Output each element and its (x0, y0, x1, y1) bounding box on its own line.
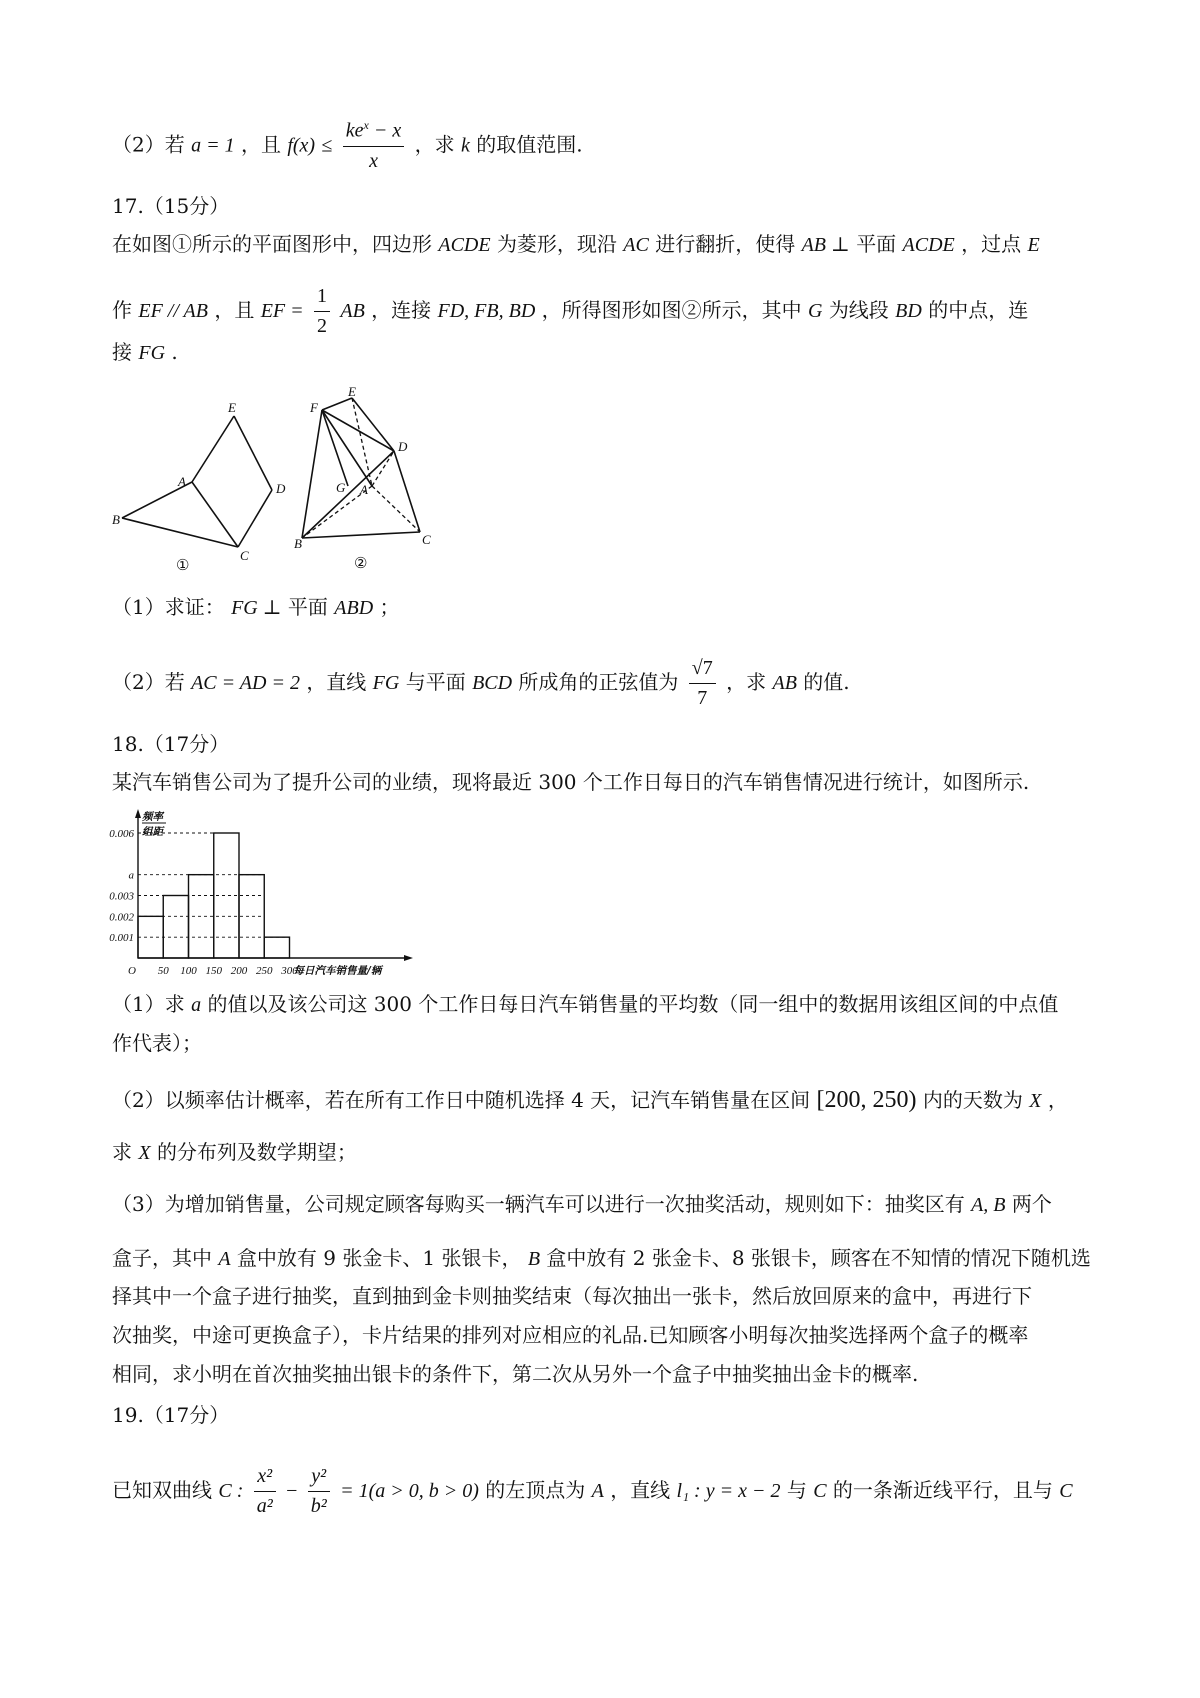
q17-p2-frac-num: √7 (689, 656, 716, 684)
fig1-label-d: D (276, 481, 286, 496)
q17-l1-m5: AB ⊥ (801, 234, 850, 256)
q17-l3-c: . (171, 340, 178, 364)
q17-heading: 17.（15分） (112, 194, 230, 218)
fig1-label-b: B (112, 512, 120, 527)
q17-l2-i: G (808, 300, 823, 322)
q18-part2-line2 (112, 1142, 357, 1163)
q18-p2-e: ， (1047, 1088, 1068, 1112)
q19-heading: 19.（17分） (112, 1403, 230, 1427)
x-tick-label: 200 (230, 965, 248, 977)
q17-l3-a: 接 (112, 340, 132, 364)
q18-p2-c: 内的天数为 (922, 1088, 1023, 1112)
x-axis-label: 每日汽车销售量/辆 (293, 965, 382, 977)
histogram-bar (163, 896, 188, 959)
q18-p3-ab: A, B (971, 1194, 1006, 1216)
q17-line2 (112, 284, 1028, 339)
q17-p2-j: 的值. (803, 670, 850, 694)
q17-line1 (112, 234, 1040, 255)
q18-part1-line1 (112, 994, 1058, 1015)
q19-j: 的一条渐近线平行，且与 (832, 1478, 1053, 1502)
q19-minus: − (286, 1480, 298, 1502)
q19-f2-num: y² (308, 1464, 330, 1492)
q19-f: ，直线 (610, 1478, 671, 1502)
q17-line3 (112, 342, 178, 363)
q16-part2-line (112, 118, 583, 174)
q18-p2-interval: [200, 250) (816, 1087, 917, 1113)
fig2-label-e: E (348, 384, 356, 399)
y-tick-label: 0.003 (109, 890, 134, 903)
q18-intro: 某汽车销售公司为了提升公司的业绩，现将最近 300 个工作日每日的汽车销售情况进行统计，如图所示. (112, 770, 1030, 794)
q17-p2-h: ，求 (726, 670, 767, 694)
q17-p1-a: （1）求证： (112, 595, 225, 619)
q17-l2-frac-den: 2 (317, 315, 327, 337)
q16-function-f: f(x) (287, 134, 316, 157)
q19-f1-num: x² (254, 1464, 276, 1492)
q17-l2-a: 作 (112, 298, 132, 322)
q19-f1-den: a² (256, 1495, 273, 1517)
q17-l2-l: 的中点，连 (928, 298, 1029, 322)
figure-1-planar-rhombus (112, 398, 302, 573)
q16-frac-tail: − x (368, 119, 402, 142)
fig2-label-c: C (422, 532, 431, 547)
y-tick-label: a (128, 869, 134, 882)
q17-l2-c: ，且 (214, 298, 255, 322)
q17-p2-b: AC = AD = 2 (191, 672, 300, 694)
fig2-label-b: B (294, 536, 302, 551)
q17-l2-f: ，连接 (371, 298, 432, 322)
q17-p2-frac-den: 7 (697, 687, 708, 709)
y-axis-label-top: 频率 (142, 811, 163, 823)
q19-line1 (112, 1464, 1073, 1519)
q16-text-mid: ，且 (240, 132, 281, 157)
q18-p3-l2-d: B (527, 1248, 541, 1270)
q16-frac-sup: x (363, 118, 369, 132)
q16-text-end: 的取值范围. (476, 132, 583, 157)
q17-l1-t4: 进行翻折，使得 (655, 232, 796, 256)
q19-frac2 (308, 1464, 330, 1519)
q17-l2-frac-num: 1 (314, 284, 330, 312)
q18-p2-h: 的分布列及数学期望； (156, 1140, 357, 1164)
fig1-label-a: A (178, 474, 186, 489)
q18-p3-l2-e: 盒中放有 2 张金卡、8 张银卡，顾客在不知情的情况下随机选 (546, 1246, 1091, 1270)
x-tick-label: 50 (157, 965, 169, 977)
q18-p3-l2-a: 盒子，其中 (112, 1246, 212, 1270)
x-tick-label: 150 (205, 965, 222, 977)
x-tick-label: 300 (281, 965, 298, 977)
q16-frac-num: ke (345, 119, 364, 142)
fig1-label-c: C (240, 548, 249, 563)
q18-p2-f: 求 (112, 1140, 132, 1164)
q17-l2-e: AB (340, 300, 365, 322)
q19-i: C (813, 1480, 827, 1502)
q17-p2-f: BCD (472, 672, 513, 694)
q17-p2-c: ，直线 (306, 670, 367, 694)
q18-heading: 18.（17分） (112, 732, 230, 756)
fig2-caption: ② (354, 556, 368, 572)
y-tick-label: 0.002 (109, 911, 134, 924)
q17-l1-t8: ，过点 (961, 232, 1022, 256)
histogram-bar (264, 937, 289, 958)
q19-g: l₁ : y = x − 2 (676, 1480, 781, 1502)
q19-h: 与 (786, 1478, 807, 1502)
x-tick-label: 250 (256, 965, 273, 977)
q17-part1 (112, 597, 400, 618)
q17-part2 (112, 656, 850, 711)
q17-l1-t6: 平面 (856, 232, 897, 256)
x-tick-label: 100 (180, 965, 197, 977)
q19-c: = 1(a > 0, b > 0) (340, 1480, 479, 1502)
fig1-caption: ① (176, 558, 190, 574)
q17-p1-b: FG ⊥ (231, 597, 282, 619)
q18-part3-line3: 择其中一个盒子进行抽奖，直到抽到金卡则抽奖结束（每次抽出一张卡，然后放回原来的盒中，再进行下 (112, 1284, 1032, 1308)
q18-part3-line5: 相同，求小明在首次抽奖抽出银卡的条件下，第二次从另外一个盒子中抽奖抽出金卡的概率. (112, 1362, 919, 1386)
q18-part3-line2 (112, 1248, 1091, 1269)
q16-text-end-pre: ，求 (414, 132, 455, 157)
q17-l1-m1: ACDE (438, 234, 491, 256)
q19-e: A (591, 1480, 604, 1502)
q19-k: C (1059, 1480, 1073, 1502)
q17-p2-i: AB (772, 672, 797, 694)
q18-part3-line1 (112, 1194, 1052, 1215)
q17-l2-j: 为线段 (828, 298, 889, 322)
q18-p3-a: （3）为增加销售量，公司规定顾客每购买一辆汽车可以进行一次抽奖活动，规则如下：抽奖区有 (112, 1192, 965, 1216)
y-axis-arrow (135, 809, 141, 818)
q19-b: C : (218, 1480, 244, 1502)
q18-p2-x: X (1029, 1090, 1042, 1112)
q18-part3-line4: 次抽奖，中途可更换盒子），卡片结果的排列对应相应的礼品.已知顾客小明每次抽奖选择两个盒子的概率 (112, 1323, 1029, 1347)
fig2-label-a: A (360, 482, 368, 497)
q17-p1-c: 平面 (287, 595, 328, 619)
y-tick-label: 0.001 (109, 932, 134, 945)
q17-l2-b: EF // AB (138, 300, 208, 322)
q17-p2-d: FG (372, 672, 400, 694)
q19-f2-den: b² (310, 1495, 327, 1517)
q17-l1-t2: 为菱形，现沿 (496, 232, 617, 256)
fig2-label-g: G (336, 480, 346, 495)
q17-p1-e: ； (379, 595, 400, 619)
q17-l2-d: EF = (260, 300, 304, 322)
q16-condition-a: a = 1 (191, 134, 235, 157)
q19-frac1 (254, 1464, 276, 1519)
q17-p2-g: 所成角的正弦值为 (518, 670, 679, 694)
y-tick-label: 0.006 (109, 828, 134, 840)
q18-p1-a: （1）求 (112, 992, 185, 1016)
figure-2-folded-solid (294, 384, 470, 573)
fig2-label-f: F (310, 400, 318, 415)
q18-part1-line2: 作代表）； (112, 1031, 202, 1055)
q17-l1-m7: ACDE (902, 234, 955, 256)
fig1-label-e: E (228, 400, 236, 415)
q18-p1-c: 的值以及该公司这 300 个工作日每日汽车销售量的平均数（同一组中的数据用该组区间的中点值 (207, 992, 1059, 1016)
q18-p3-l2-c: 盒中放有 9 张金卡、1 张银卡， (236, 1246, 522, 1270)
q17-l2-g: FD, FB, BD (437, 300, 536, 322)
q16-var-k: k (460, 134, 470, 157)
q18-p1-b: a (191, 994, 202, 1016)
q17-p2-a: （2）若 (112, 670, 185, 694)
q17-l2-h: ，所得图形如图②所示，其中 (541, 298, 802, 322)
q17-l3-b: FG (138, 342, 166, 364)
q18-p2-a: （2）以频率估计概率，若在所有工作日中随机选择 4 天，记汽车销售量在区间 (112, 1088, 811, 1112)
q16-part2-number: （2）若 (112, 132, 185, 157)
q17-l1-t0: 在如图①所示的平面图形中，四边形 (112, 232, 432, 256)
q17-p2-e: 与平面 (405, 670, 466, 694)
frequency-histogram (108, 806, 448, 986)
q19-a: 已知双曲线 (112, 1478, 212, 1502)
q17-p2-fraction (689, 656, 716, 711)
origin-label: O (128, 965, 136, 977)
fig2-label-d: D (398, 439, 408, 454)
y-axis-label-bottom: 组距 (142, 826, 163, 838)
q17-l1-m9: E (1027, 234, 1040, 256)
q16-fraction (343, 118, 404, 174)
q17-l1-m3: AC (623, 234, 649, 256)
q16-leq-sign: ≤ (321, 134, 333, 157)
q17-p1-d: ABD (334, 597, 374, 619)
q18-p3-l2-b: A (218, 1248, 231, 1270)
q16-frac-den: x (369, 149, 378, 172)
x-axis-arrow (404, 955, 413, 961)
q18-part2-line1 (112, 1088, 1068, 1112)
q18-p2-x2: X (138, 1142, 151, 1164)
q19-d: 的左顶点为 (485, 1478, 586, 1502)
q18-p3-c: 两个 (1011, 1192, 1052, 1216)
q17-l2-k: BD (895, 300, 922, 322)
q17-l2-fraction (314, 284, 330, 339)
